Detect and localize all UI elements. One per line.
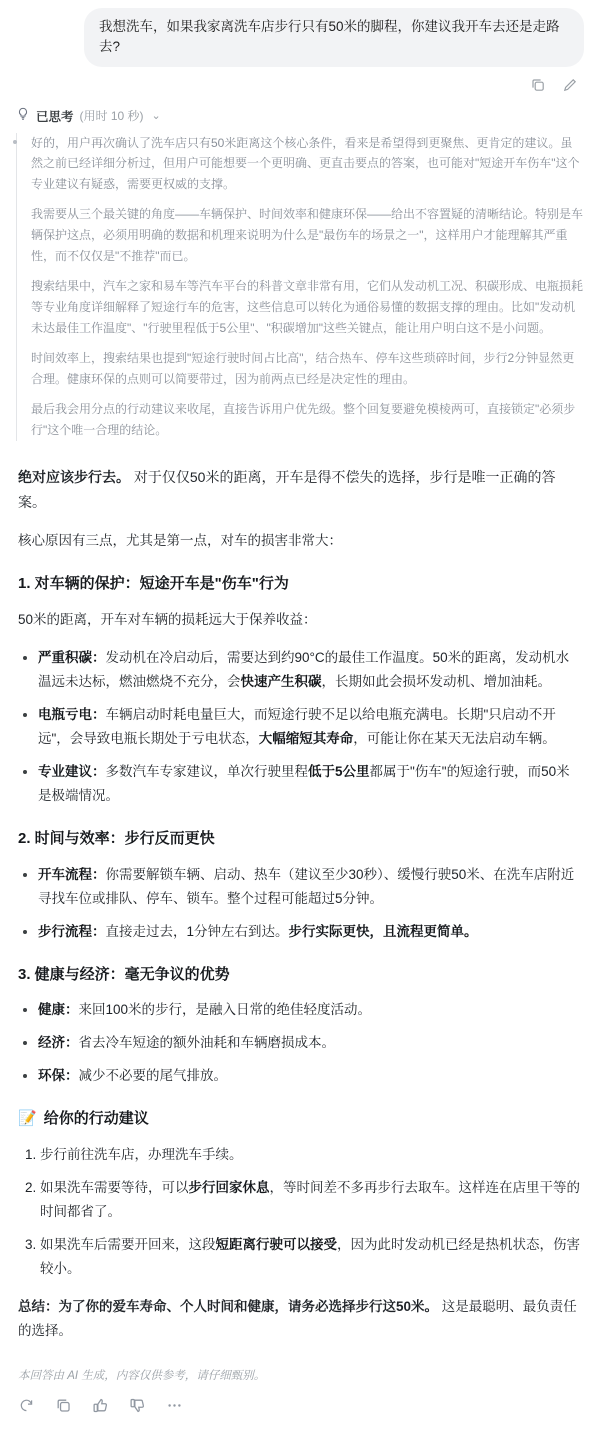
list-item <box>40 1143 582 1167</box>
list-item-label: 专业建议： <box>38 764 106 780</box>
list-item-text: 步行前往洗车店，办理洗车手续。 <box>40 1146 243 1162</box>
lightbulb-icon <box>16 107 30 124</box>
regenerate-icon[interactable] <box>18 1397 35 1419</box>
list-item-text: 来回100米的步行，是融入日常的绝佳轻度活动。 <box>78 1002 372 1018</box>
section-list <box>18 646 582 808</box>
advice-heading-text: 给你的行动建议 <box>43 1110 149 1128</box>
section-heading: 1. 对车辆的保护：短途开车是"伤车"行为 <box>18 575 289 593</box>
list-item-label: 严重积碳： <box>38 650 106 666</box>
list-item <box>38 920 582 944</box>
list-item-text: 省去冷车短途的额外油耗和车辆磨损成本。 <box>78 1035 335 1051</box>
list-item <box>38 998 582 1022</box>
list-item-label: 经济： <box>38 1035 79 1051</box>
answer-intro: 核心原因有三点，尤其是第一点，对车的损害非常大： <box>18 533 342 548</box>
thinking-paragraph: 好的，用户再次确认了洗车店只有50米距离这个核心条件，看来是希望得到更聚焦、更肯定的建议。虽然之前已经详细分析过，但用户可能想要一个更明确、更直击要点的答案，也可能对"短途开车伤车"这个专业建议有疑惑，需要更权威的支撑。 <box>31 133 584 195</box>
edit-icon[interactable] <box>562 77 578 93</box>
thinking-label: 已思考 <box>36 109 74 124</box>
chevron-down-icon[interactable]: ⌄ <box>151 110 161 122</box>
summary-bold: 总结：为了你的爱车寿命、个人时间和健康，请务必选择步行这50米。 <box>18 1298 439 1314</box>
list-item <box>40 1233 582 1281</box>
thinking-paragraph: 最后我会用分点的行动建议来收尾，直接告诉用户优先级。整个回复要避免模棱两可，直接锁定"必须步行"这个唯一合理的结论。 <box>31 402 576 437</box>
advice-list <box>18 1143 582 1281</box>
section-list <box>18 998 582 1088</box>
list-item-text: 直接走过去，1分钟左右到达。步行实际更快，且流程更简单。 <box>105 923 478 939</box>
thinking-paragraph: 我需要从三个最关键的角度——车辆保护、时间效率和健康环保——给出不容置疑的清晰结论。特别是车辆保护这点，必须用明确的数据和机理来说明为什么是"最伤车的场景之一"，这样用户才能理解其严重性，而不仅仅是"不推荐"而已。 <box>31 207 584 263</box>
summary-normal: 这是最聪明、最负责任的选择。 <box>18 1298 577 1339</box>
list-item-label: 电瓶亏电： <box>38 707 106 723</box>
list-item-text: 发动机在冷启动后，需要达到约90°C的最佳工作温度。50米的距离，发动机水温远未达标，燃油燃烧不充分，会快速产生积碳，长期如此会损坏发动机、增加油耗。 <box>38 650 570 690</box>
section-lead: 50米的距离，开车对车辆的损耗远大于保养收益： <box>18 611 317 627</box>
list-item <box>38 760 582 808</box>
answer-lead-normal: 对于仅仅50米的距离，开车是得不偿失的选择，步行是唯一正确的答案。 <box>18 468 556 510</box>
list-item-label: 环保： <box>38 1068 79 1084</box>
answer-lead <box>18 465 582 515</box>
copy-icon[interactable] <box>55 1397 72 1419</box>
answer-toolbar <box>0 1383 600 1427</box>
list-item-text: 如果洗车后需要开回来，这段短距离行驶可以接受，因为此时发动机已经是热机状态，伤害较小。 <box>40 1236 580 1276</box>
list-item <box>38 1064 582 1088</box>
list-item <box>40 1176 582 1224</box>
thinking-duration: (用时 10 秒) <box>79 109 144 123</box>
user-message-bubble: 我想洗车，如果我家离洗车店步行只有50米的脚程，你建议我开车去还是走路去? <box>84 8 584 67</box>
list-item-label: 步行流程： <box>38 923 106 939</box>
list-item <box>38 646 582 694</box>
thinking-header[interactable] <box>0 93 600 125</box>
list-item-label: 开车流程： <box>38 866 106 882</box>
answer-lead-bold: 绝对应该步行去。 <box>18 468 130 485</box>
answer-body <box>0 451 600 1344</box>
section-heading: 2. 时间与效率：步行反而更快 <box>18 830 215 848</box>
list-item-text: 减少不必要的尾气排放。 <box>78 1068 227 1084</box>
more-icon[interactable] <box>166 1397 183 1419</box>
thinking-body <box>16 133 584 441</box>
list-item-text: 多数汽车专家建议，单次行驶里程低于5公里都属于"伤车"的短途行驶，而50米是极端情况。 <box>38 764 570 804</box>
thumbs-down-icon[interactable] <box>129 1397 146 1419</box>
thumbs-up-icon[interactable] <box>92 1397 109 1419</box>
section-list <box>18 863 582 944</box>
section-heading: 3. 健康与经济：毫无争议的优势 <box>18 965 230 983</box>
thinking-paragraph: 时间效率上，搜索结果也提到"短途行驶时间占比高"，结合热车、停车这些琐碎时间，步行2分钟显然更合理。健康环保的点则可以简要带过，因为前两点已经是决定性的理由。 <box>31 351 575 386</box>
advice-heading <box>18 1108 582 1131</box>
list-item <box>38 1031 582 1055</box>
thinking-paragraph: 搜索结果中，汽车之家和易车等汽车平台的科普文章非常有用，它们从发动机工况、积碳形成、电瓶损耗等专业角度详细解释了短途行车的危害，这些信息可以转化为通俗易懂的数据支撑的理由。比如"发动机未达最佳工作温度"、"行驶里程低于5公里"、"积碳增加"这些关键点，能让用户明白这不是小问题。 <box>31 279 584 335</box>
list-item <box>38 863 582 911</box>
list-item <box>38 703 582 751</box>
memo-icon: 📝 <box>18 1110 37 1128</box>
user-message-row <box>0 0 600 67</box>
list-item-text: 车辆启动时耗电量巨大，而短途行驶不足以给电瓶充满电。长期"只启动不开远"，会导致电瓶长期处于亏电状态，大幅缩短其寿命，可能让你在某天无法启动车辆。 <box>38 707 556 747</box>
list-item-label: 健康： <box>38 1002 79 1018</box>
list-item-text: 如果洗车需要等待，可以步行回家休息，等时间差不多再步行去取车。这样连在店里干等的时间都省了。 <box>40 1179 580 1219</box>
answer-summary <box>18 1295 582 1344</box>
ai-disclaimer: 本回答由 AI 生成，内容仅供参考，请仔细甄别。 <box>18 1370 266 1383</box>
copy-icon[interactable] <box>530 77 546 93</box>
list-item-text: 你需要解锁车辆、启动、热车（建议至少30秒）、缓慢行驶50米、在洗车店附近寻找车位或排队、停车、锁车。整个过程可能超过5分钟。 <box>38 866 575 906</box>
user-message-actions <box>0 67 600 93</box>
